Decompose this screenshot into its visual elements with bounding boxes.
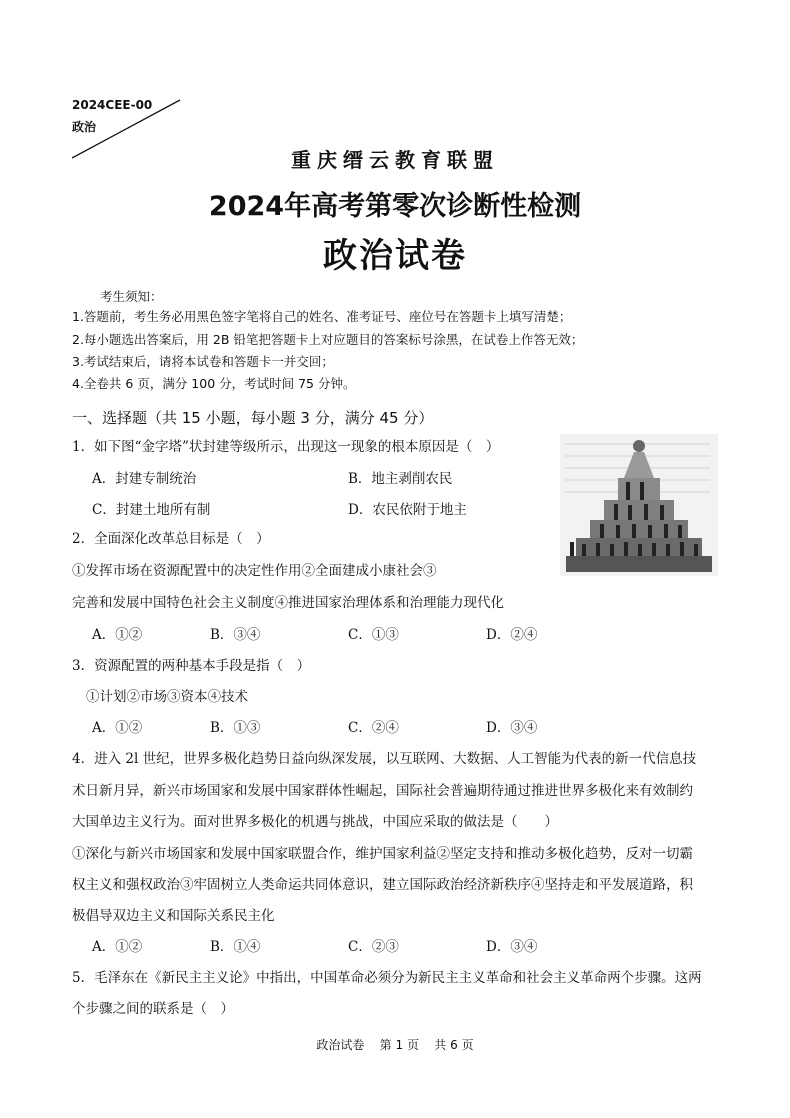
q2-option-c: C．①③ — [348, 627, 399, 643]
question-1-stem: 1．如下图“金字塔”状封建等级所示，出现这一现象的根本原因是（ ） — [72, 439, 500, 455]
footer-subject: 政治试卷 — [316, 1038, 365, 1052]
union-title: 重庆缙云教育联盟 — [291, 148, 499, 172]
q3-option-b: B．①③ — [210, 720, 261, 736]
q2-option-b: B．③④ — [210, 627, 261, 643]
question-4-line: 大国单边主义行为。面对世界多极化的机遇与挑战，中国应采取的做法是（ ） — [72, 814, 558, 830]
feudal-pyramid-image — [560, 434, 718, 576]
question-3-stem: 3．资源配置的两种基本手段是指（ ） — [72, 658, 311, 674]
exam-title: 2024年高考第零次诊断性检测 — [208, 191, 582, 222]
notice-heading: 考生须知： — [100, 289, 163, 304]
q2-option-d: D．②④ — [486, 627, 538, 643]
notice-item: 3.考试结束后，请将本试卷和答题卡一并交回； — [72, 354, 334, 369]
subject-tag: 政治 — [72, 120, 97, 134]
question-5-line: 5．毛泽东在《新民主主义论》中指出，中国革命必须分为新民主主义革命和社会主义革命两个步骤。这两 — [72, 970, 702, 986]
q2-statement-line: ①发挥市场在资源配置中的决定性作用②全面建成小康社会③ — [72, 563, 437, 579]
footer-ye: 页 — [406, 1038, 419, 1052]
q4-option-d: D．③④ — [486, 939, 538, 955]
q1-option-b: B．地主剥削农民 — [348, 471, 453, 487]
question-2-stem: 2．全面深化改革总目标是（ ） — [72, 531, 270, 547]
q3-statement-line: ①计划②市场③资本④技术 — [86, 689, 248, 705]
question-4-line: 极倡导双边主义和国际关系民主化 — [72, 908, 275, 924]
q2-option-a: A．①② — [92, 627, 143, 643]
notice-item: 4.全卷共 6 页，满分 100 分，考试时间 75 分钟。 — [72, 376, 356, 391]
page-footer — [0, 1036, 790, 1053]
question-4-line: ①深化与新兴市场国家和发展中国家联盟合作，维护国家利益②坚定支持和推动多极化趋势，反对一切霸 — [72, 846, 693, 862]
section-title: 一、选择题（共 15 小题，每小题 3 分，满分 45 分） — [72, 409, 434, 427]
question-5-line: 个步骤之间的联系是（ ） — [72, 1001, 234, 1017]
footer-total-pages: 6 — [450, 1038, 458, 1052]
footer-total-label: 共 — [434, 1038, 447, 1052]
subject-title: 政治试卷 — [323, 236, 467, 276]
notice-item: 1.答题前，考生务必用黑色签字笔将自己的姓名、准考证号、座位号在答题卡上填写清楚； — [72, 309, 572, 324]
q3-option-a: A．①② — [92, 720, 143, 736]
question-4-line: 权主义和强权政治③牢固树立人类命运共同体意识，建立国际政治经济新秩序④坚持走和平发展道路，积 — [72, 877, 693, 893]
footer-ye: 页 — [461, 1038, 474, 1052]
question-4-line: 4．进入 2l 世纪，世界多极化趋势日益向纵深发展，以互联网、大数据、人工智能为代表的新一代信息技 — [72, 751, 697, 767]
q1-option-c: C．封建土地所有制 — [92, 502, 211, 518]
footer-di: 第 — [379, 1038, 392, 1052]
q2-statement-line: 完善和发展中国特色社会主义制度④推进国家治理体系和治理能力现代化 — [72, 595, 504, 611]
q3-option-d: D．③④ — [486, 720, 538, 736]
exam-code: 2024CEE-00 — [72, 98, 153, 112]
q3-option-c: C．②④ — [348, 720, 399, 736]
q1-option-a: A．封建专制统治 — [92, 471, 197, 487]
q4-option-a: A．①② — [92, 939, 143, 955]
question-4-line: 术日新月异，新兴市场国家和发展中国家群体性崛起，国际社会普遍期待通过推进世界多极化来有效制约 — [72, 783, 693, 799]
notice-item: 2.每小题选出答案后，用 2B 铅笔把答题卡上对应题目的答案标号涂黑，在试卷上作答无效； — [72, 332, 584, 347]
q1-option-d: D．农民依附于地主 — [348, 502, 467, 518]
footer-page-number: 1 — [395, 1038, 404, 1052]
q4-option-c: C．②③ — [348, 939, 399, 955]
q4-option-b: B．①④ — [210, 939, 261, 955]
